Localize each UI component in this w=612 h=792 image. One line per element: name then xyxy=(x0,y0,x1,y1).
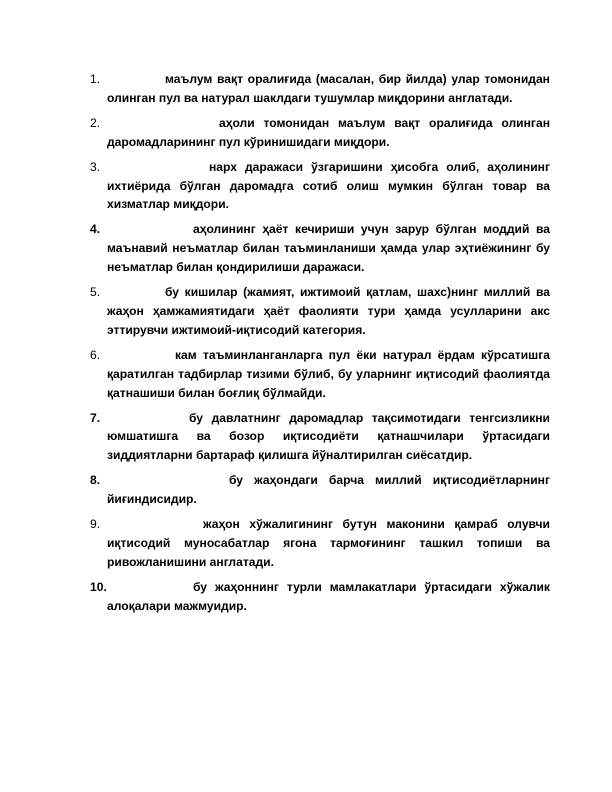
list-item-number: 9. xyxy=(90,517,101,532)
list-item-text: нарх даражаси ўзгаришини ҳисобга олиб, аҳолининг ихтиёрида бўлган даромадга сотиб олиш мумкин бўлган товар ва хизматлар миқдори. xyxy=(107,159,550,212)
list-item-text: бу кишилар (жамият, ижтимоий қатлам, шахс)нинг миллий ва жаҳон ҳамжамиятидаги ҳаёт фаолияти тури ҳамда усулларини акс эттирувчи ижтимоий-иқтисодий категория. xyxy=(107,285,550,337)
list-item-text: бу давлатнинг даромадлар тақсимотидаги тенгсизликни юмшатишга ва бозор иқтисодиёти қатнашчилари ўртасидаги зиддиятларни бартараф қилишга йўналтирилган сиёсатдир. xyxy=(107,410,550,463)
list-item-number: 7. xyxy=(90,410,101,425)
list-item xyxy=(90,346,550,403)
list-item xyxy=(90,578,550,616)
numbered-list xyxy=(90,70,550,622)
list-item-text: маълум вақт оралиғида (масалан, бир йилда) улар томонидан олинган пул ва натурал шаклдаги тушумлар миқдорини англатади. xyxy=(107,72,550,105)
list-item-number: 10. xyxy=(90,579,107,594)
list-item xyxy=(90,471,550,509)
list-item-number: 6. xyxy=(90,347,101,362)
list-item xyxy=(90,70,550,108)
list-item xyxy=(90,515,550,572)
list-item-number: 8. xyxy=(90,473,101,488)
list-item xyxy=(90,114,550,152)
list-item-text: жаҳон хўжалигининг бутун маконини қамраб олувчи иқтисодий муносабатлар ягона тармоғининг ташкил топиши ва ривожланишини англатади. xyxy=(107,517,550,569)
list-item-text: аҳолининг ҳаёт кечириши учун зарур бўлган моддий ва маънавий неъматлар билан таъминланиши ҳамда улар эҳтиёжининг бу неъматлар билан қондирилиши даражаси. xyxy=(107,222,550,275)
list-item-number: 1. xyxy=(90,72,101,86)
list-item-number: 3. xyxy=(90,159,101,174)
list-item xyxy=(90,409,550,466)
list-item-text: бу жаҳондаги барча миллий иқтисодиётларнинг йиғиндисидир. xyxy=(107,473,550,507)
list-item-text: кам таъминланганларга пул ёки натурал ёрдам кўрсатишга қаратилган тадбирлар тизими бўлиб, бу уларнинг иқтисодий фаолиятда қатнашиши билан боғлиқ бўлмайди. xyxy=(107,347,550,400)
list-item-number: 2. xyxy=(90,115,101,130)
list-item-number: 5. xyxy=(90,285,101,300)
list-item xyxy=(90,158,550,215)
list-item xyxy=(90,283,550,340)
list-item-text: аҳоли томонидан маълум вақт оралиғида олинган даромадларининг пул кўринишидаги миқдори. xyxy=(107,115,550,149)
list-item-text: бу жаҳоннинг турли мамлакатлари ўртасидаги хўжалик алоқалари мажмуидир. xyxy=(107,579,550,613)
list-item xyxy=(90,220,550,277)
list-item-number: 4. xyxy=(90,222,101,237)
